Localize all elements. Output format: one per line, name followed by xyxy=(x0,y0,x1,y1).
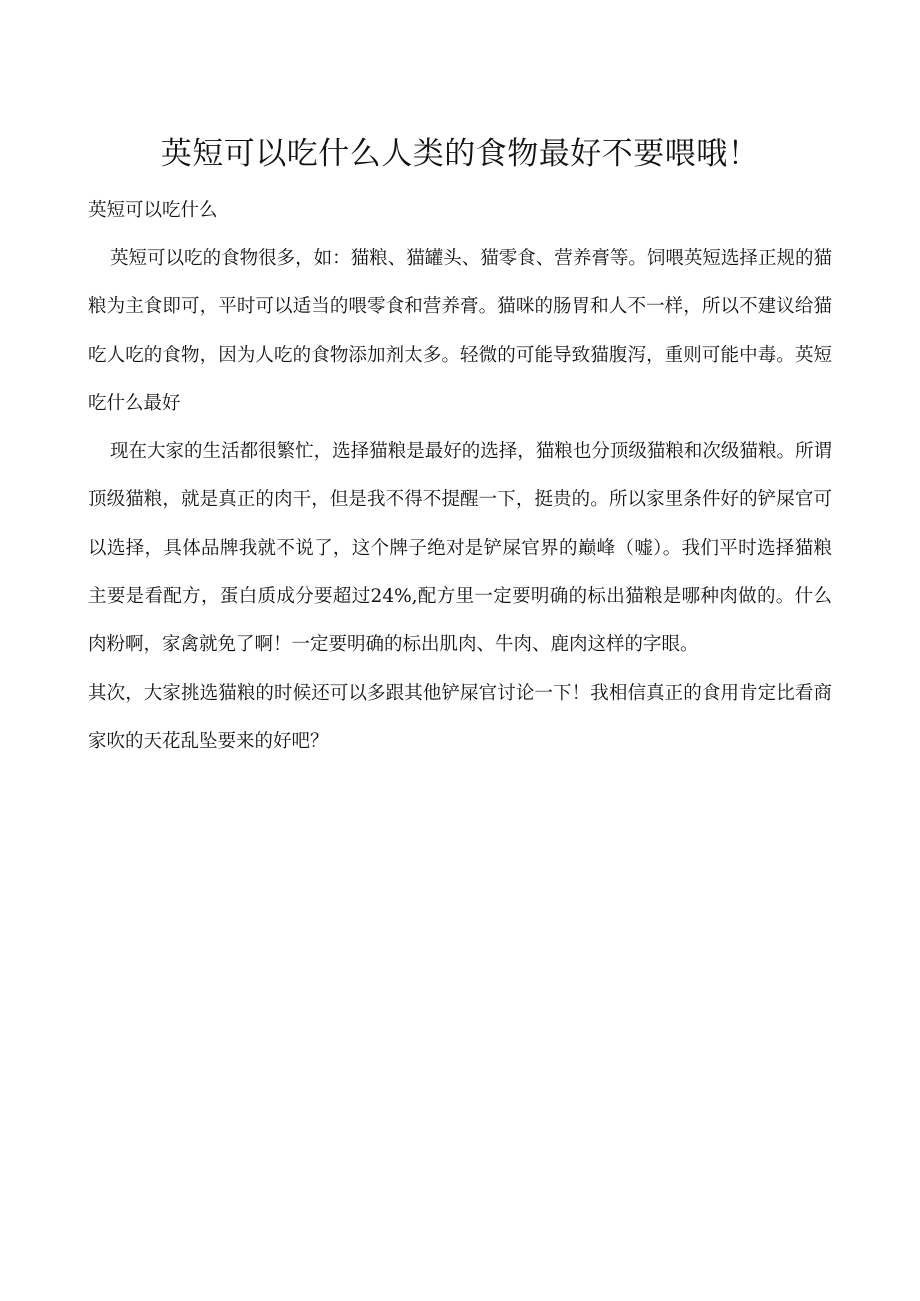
document-page xyxy=(88,128,832,766)
paragraph-1: 英短可以吃的食物很多，如：猫粮、猫罐头、猫零食、营养膏等。饲喂英短选择正规的猫粮为主食即可，平时可以适当的喂零食和营养膏。猫咪的肠胃和人不一样，所以不建议给猫吃人吃的食物，因为人吃的食物添加剂太多。轻微的可能导致猫腹泻，重则可能中毒。英短吃什么最好 xyxy=(88,248,832,414)
paragraph-3: 其次，大家挑选猫粮的时候还可以多跟其他铲屎官讨论一下！我相信真正的食用肯定比看商家吹的天花乱坠要来的好吧？ xyxy=(88,682,832,752)
page-title: 英短可以吃什么人类的食物最好不要喂哦！ xyxy=(160,136,760,172)
paragraph-2: 现在大家的生活都很繁忙，选择猫粮是最好的选择，猫粮也分顶级猫粮和次级猫粮。所谓顶级猫粮，就是真正的肉干，但是我不得不提醒一下，挺贵的。所以家里条件好的铲屎官可以选择，具体品牌我就不说了，这个牌子绝对是铲屎官界的巅峰（嘘）。我们平时选择猫粮主要是看配方，蛋白质成分要超过24%,配方里一定要明确的标出猫粮是哪种肉做的。什么肉粉啊，家禽就免了啊！一定要明确的标出肌肉、牛肉、鹿肉这样的字眼。 xyxy=(88,441,832,656)
subheading: 英短可以吃什么 xyxy=(88,200,218,221)
